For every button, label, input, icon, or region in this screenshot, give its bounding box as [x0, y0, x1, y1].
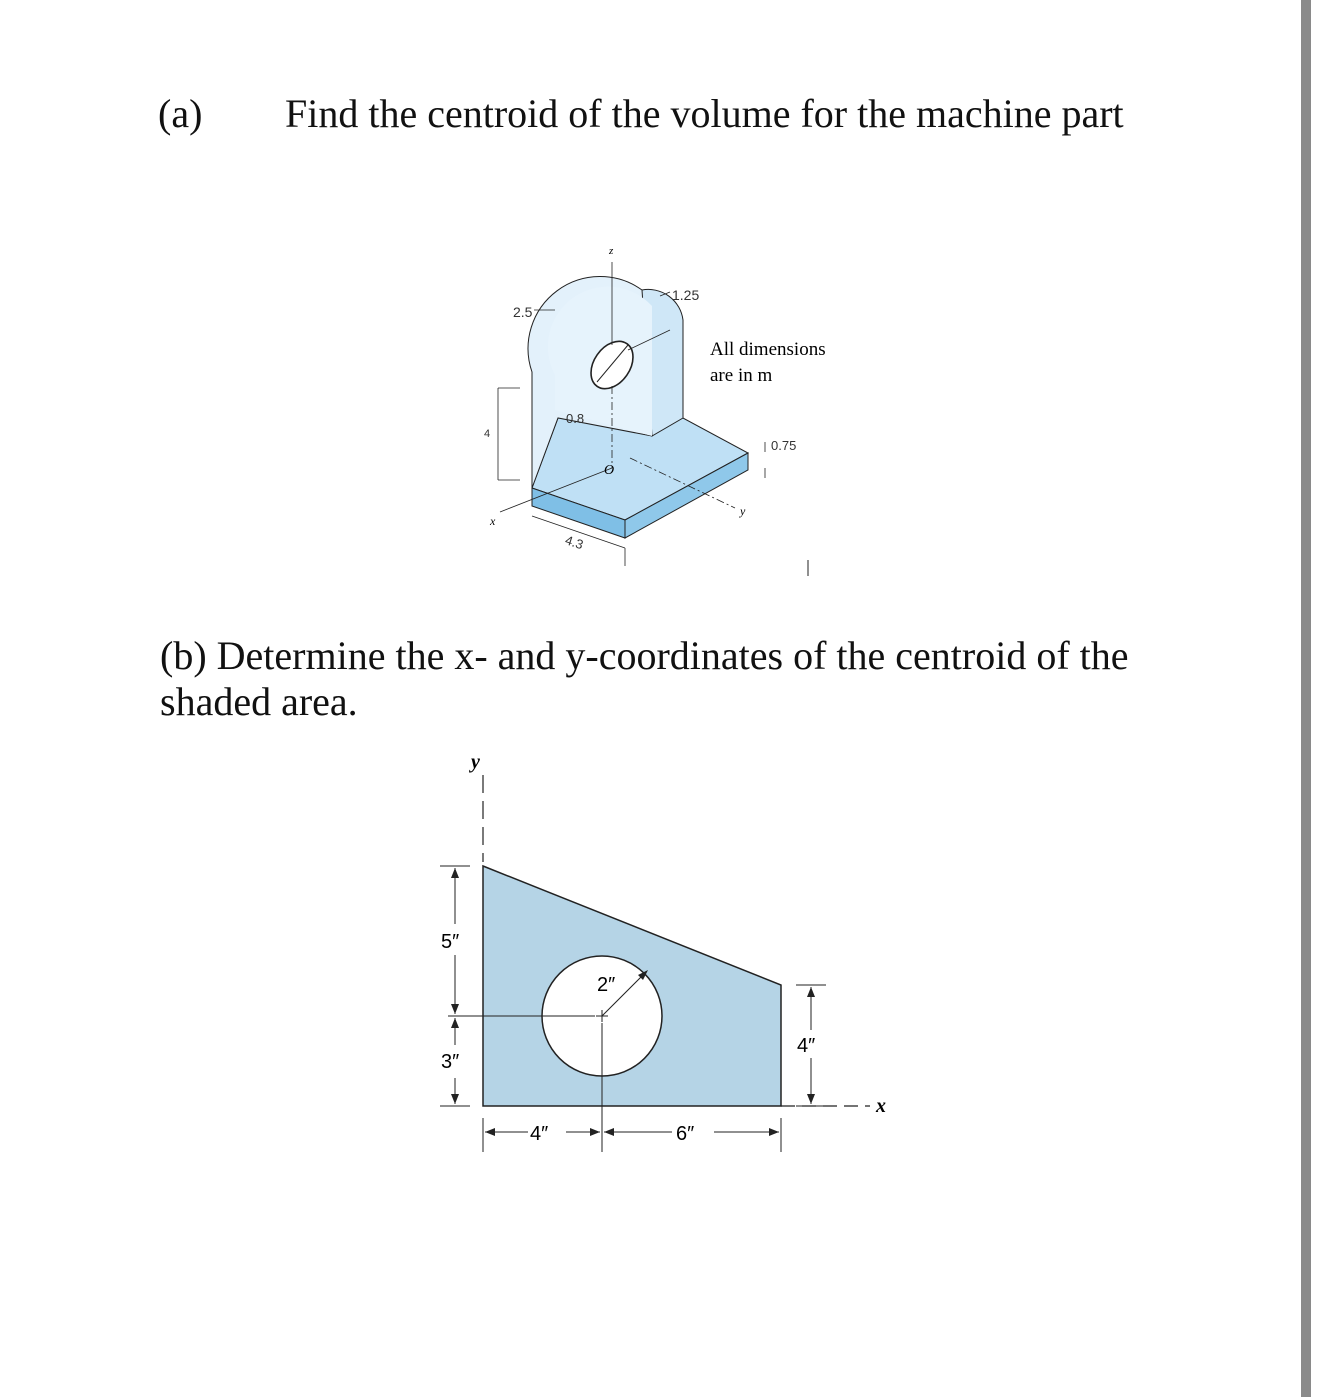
- axis-z-label: z: [609, 245, 614, 257]
- dim-radius-label: 2″: [597, 974, 616, 996]
- dim-radius-label: 2.5: [513, 304, 533, 320]
- dim-left-width-label: 4″: [530, 1123, 549, 1145]
- part-b-question-line-2: shaded area.: [160, 679, 358, 724]
- dim-bottom-left-label: 3″: [441, 1051, 460, 1073]
- axis-x-label: x: [490, 514, 496, 528]
- part-a-question: Find the centroid of the volume for the machine part: [285, 91, 1124, 136]
- dim-base-thickness-label: 0.75: [771, 438, 797, 453]
- dim-height-label: 4: [484, 428, 491, 440]
- dim-hole-label: 1.25: [672, 287, 700, 303]
- dim-top-label: 5″: [441, 931, 460, 953]
- part-a-label: (a): [158, 91, 203, 136]
- x-axis-label: x: [876, 1095, 886, 1117]
- note-line-2: are in m: [710, 365, 773, 386]
- note-line-1: All dimensions: [710, 339, 826, 360]
- axis-y-label: y: [740, 504, 746, 518]
- dim-thickness-label: 0.8: [566, 411, 585, 426]
- dim-right-label: 4″: [797, 1035, 816, 1057]
- part-b-question-line-1: (b) Determine the x- and y-coordinates of the centroid of the: [160, 633, 1129, 678]
- dim-right-width-label: 6″: [676, 1123, 695, 1145]
- y-axis-label: y: [471, 751, 480, 773]
- origin-label: O: [604, 463, 615, 478]
- dim-length-label: 4.3: [563, 532, 586, 553]
